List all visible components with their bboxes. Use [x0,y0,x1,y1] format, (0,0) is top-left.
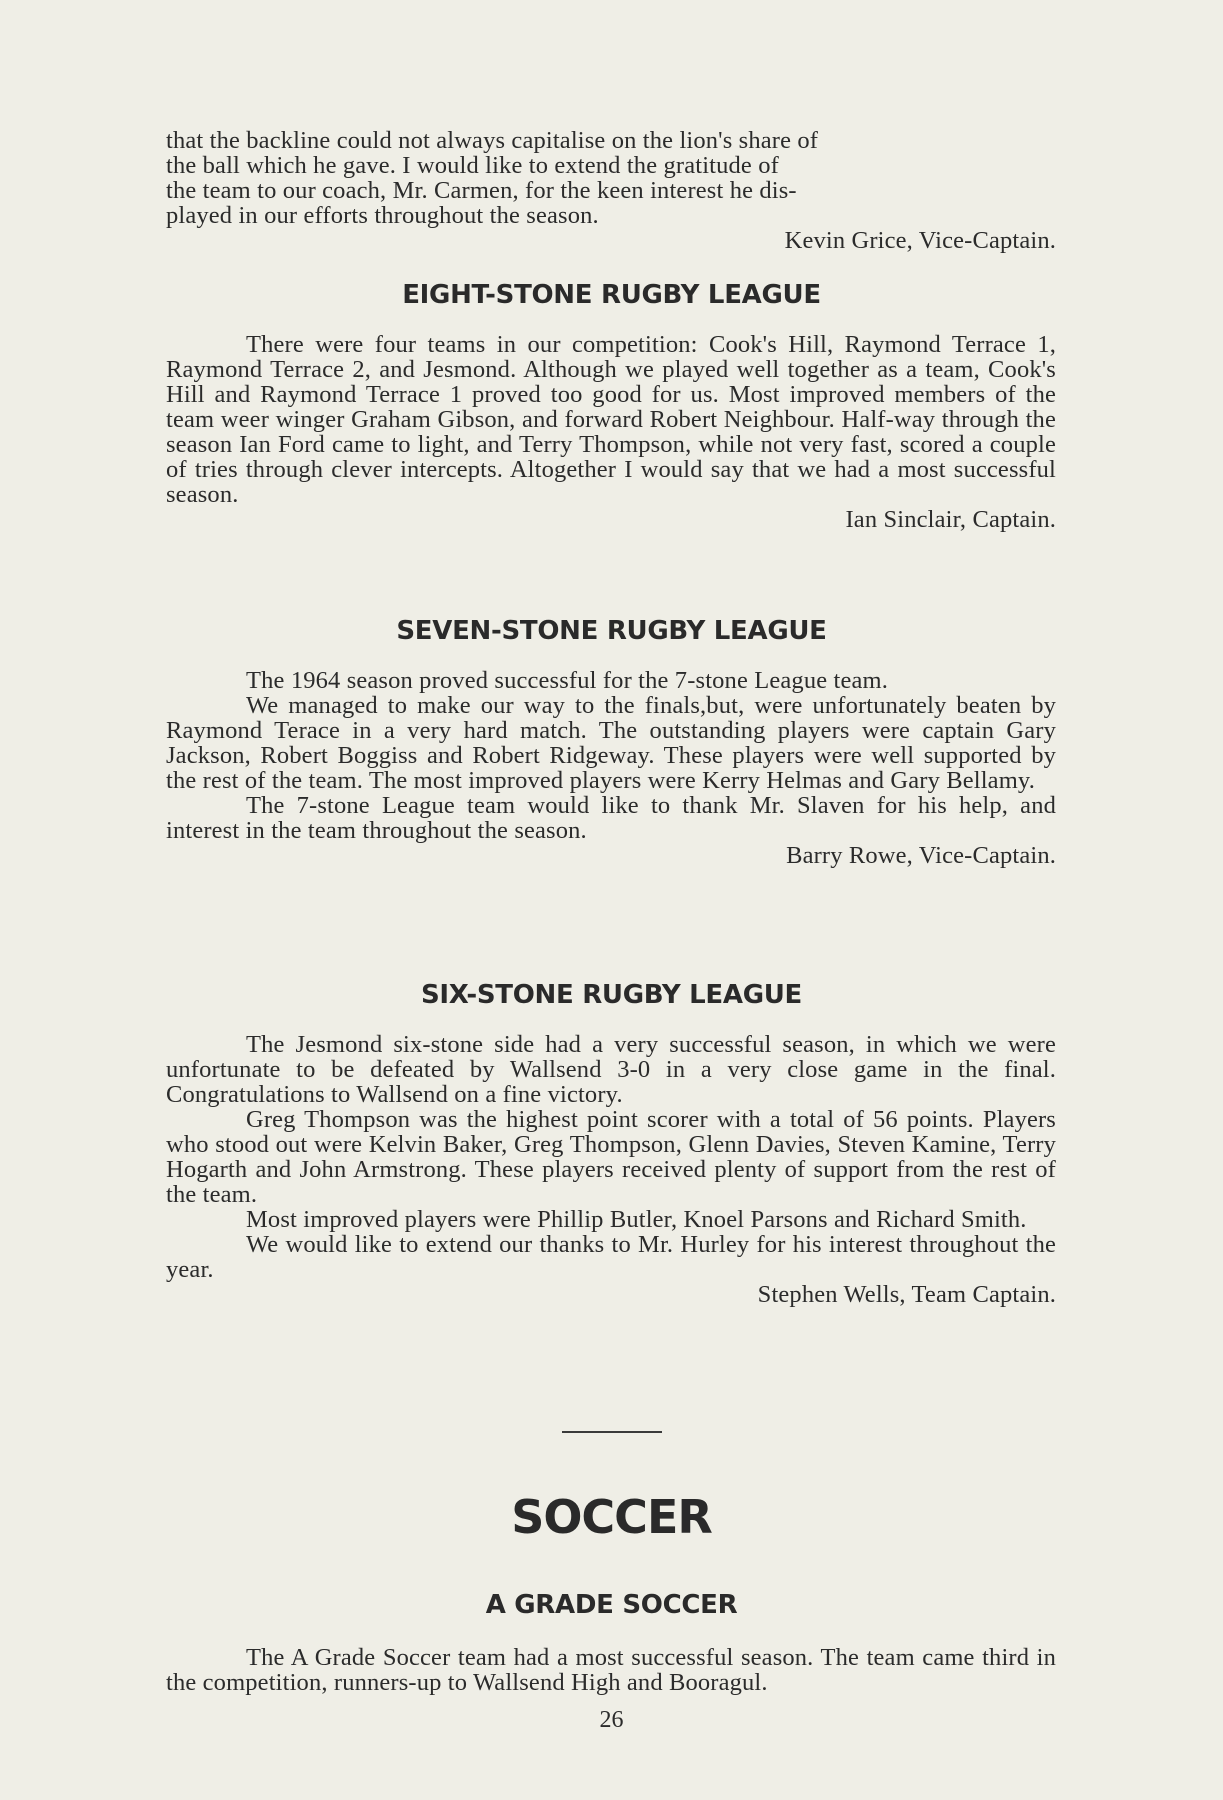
six-stone-paragraph: The Jesmond six-stone side had a very successful season, in which we were unfortunate to be defeated by Wallsend 3-0 in a very close game in the final. Congratulations to Wallsend on a fine victory. [166,1031,1056,1108]
intro-section [166,128,1056,253]
six-stone-paragraph: We would like to extend our thanks to Mr. Hurley for his interest throughout the year. [166,1231,1056,1283]
a-grade-soccer-paragraph: The A Grade Soccer team had a most successful season. The team came third in the competition, runners-up to Wallsend High and Booragul. [166,1644,1056,1696]
eight-stone-paragraph: There were four teams in our competition: Cook's Hill, Raymond Terrace 1, Raymond Terrace 2, and Jesmond. Although we played well together as a team, Cook's Hill and Raymond Terrace 1 proved too good for us. Most improved members of the team weer winger Graham Gibson, and forward Robert Neighbour. Half-way through the season Ian Ford came to light, and Terry Thompson, while not very fast, scored a couple of tries through clever intercepts. Altogether I would say that we had a most successful season. [166,331,1056,508]
seven-stone-heading: SEVEN-STONE RUGBY LEAGUE [396,616,827,646]
section-divider [562,1431,662,1433]
intro-signature: Kevin Grice, Vice-Captain. [784,227,1056,254]
intro-line: played in our efforts throughout the season. [166,202,599,229]
page-number: 26 [599,1707,624,1733]
seven-stone-paragraph: The 7-stone League team would like to thank Mr. Slaven for his help, and interest in the team throughout the season. [166,792,1056,844]
seven-stone-paragraph: The 1964 season proved successful for the 7-stone League team. [246,667,889,694]
six-stone-paragraph: Greg Thompson was the highest point scorer with a total of 56 points. Players who stood out were Kelvin Baker, Greg Thompson, Glenn Davies, Steven Kamine, Terry Hogarth and John Armstrong. These players received plenty of support from the rest of the team. [166,1106,1056,1208]
eight-stone-section [166,332,1056,532]
intro-line: that the backline could not always capitalise on the lion's share of [166,127,819,154]
seven-stone-section [166,668,1056,868]
six-stone-paragraph: Most improved players were Phillip Butler, Knoel Parsons and Richard Smith. [246,1206,1027,1233]
six-stone-heading: SIX-STONE RUGBY LEAGUE [420,980,803,1010]
six-stone-section [166,1032,1056,1307]
seven-stone-paragraph: We managed to make our way to the finals,but, were unfortunately beaten by Raymond Terace in a very hard match. The outstanding players were captain Gary Jackson, Robert Boggiss and Robert Ridgeway. These players were well supported by the rest of the team. The most improved players were Kerry Helmas and Gary Bellamy. [166,692,1056,794]
seven-stone-signature: Barry Rowe, Vice-Captain. [786,842,1056,869]
a-grade-soccer-heading: A GRADE SOCCER [485,1590,738,1620]
soccer-title: SOCCER [511,1490,712,1544]
six-stone-signature: Stephen Wells, Team Captain. [757,1281,1056,1308]
eight-stone-signature: Ian Sinclair, Captain. [845,506,1056,533]
eight-stone-heading: EIGHT-STONE RUGBY LEAGUE [402,280,821,310]
a-grade-soccer-section [166,1645,1056,1695]
intro-line: the team to our coach, Mr. Carmen, for the keen interest he dis- [166,177,797,204]
intro-line: the ball which he gave. I would like to extend the gratitude of [166,152,779,179]
